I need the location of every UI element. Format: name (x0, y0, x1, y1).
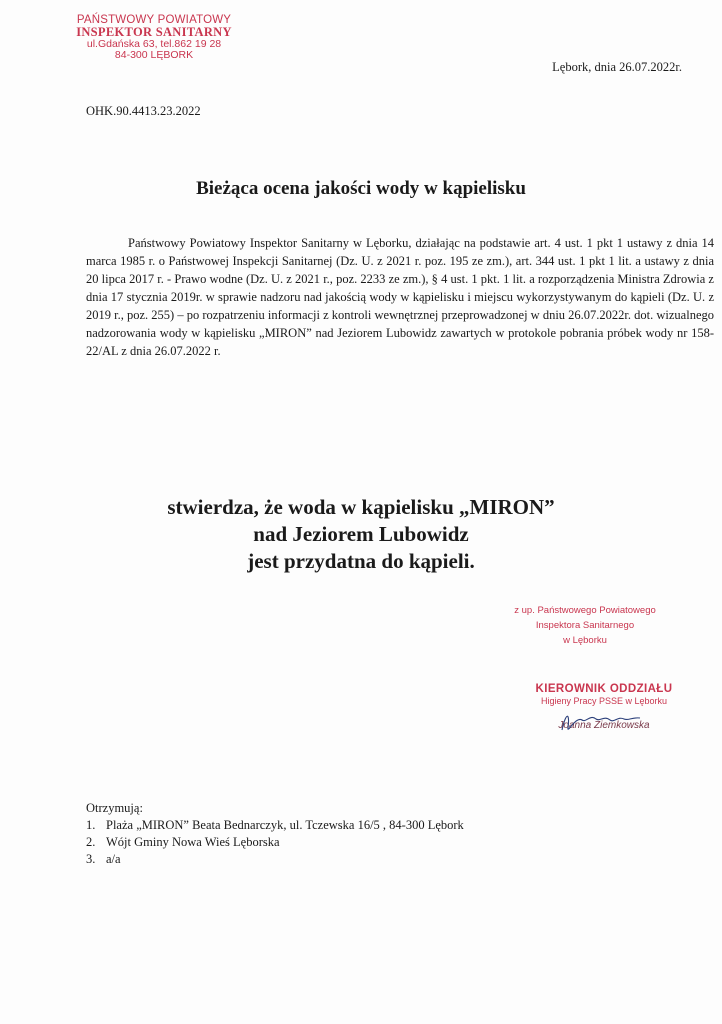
stamp-line-4: 84-300 LĘBORK (114, 49, 194, 62)
stamp-line-1: PAŃSTWOWY POWIATOWY (76, 14, 232, 26)
decision-line-2: nad Jeziorem Lubowidz (253, 522, 469, 546)
header-stamp (64, 14, 244, 61)
document-title: Bieżąca ocena jakości wody w kąpielisku (196, 178, 526, 199)
list-item (86, 851, 464, 868)
body-paragraph (86, 234, 714, 360)
handwritten-signature (556, 706, 646, 736)
stamp-subtitle: Higieny Pracy PSSE w Lęborku (540, 696, 668, 706)
signatory-name: Joanna Ziemkowska (558, 720, 650, 731)
place-date: Lębork, dnia 26.07.2022r. (552, 60, 682, 74)
stamp-title: KIEROWNIK ODDZIAŁU (535, 683, 673, 695)
auth-line-2: Inspektora Sanitarnego (535, 620, 635, 631)
decision-line-3: jest przydatna do kąpieli. (247, 549, 475, 573)
recipients-label: Otrzymują: (86, 801, 143, 815)
stamp-line-2: INSPEKTOR SANITARNY (76, 25, 232, 40)
list-item (86, 817, 464, 834)
item-text: Wójt Gminy Nowa Wieś Lęborska (106, 835, 280, 849)
decision-statement (0, 494, 722, 575)
reference-number: OHK.90.4413.23.2022 (86, 104, 201, 118)
body-text: Państwowy Powiatowy Inspektor Sanitarny w Lęborku, działając na podstawie art. 4 ust. 1 pkt 1 ustawy z dnia 14 marca 1985 r. o Państwowej Inspekcji Sanitarnej (Dz. U. z 2021 r. poz. 195 ze zm.), art. 344 ust. 1 pkt 1 lit. a ustawy z dnia 20 lipca 2017 r. - Prawo wodne (Dz. U. z 2021 r., poz. 2233 ze zm.), § 4 ust. 1 pkt. 1 lit. a rozporządzenia Ministra Zdrowia z dnia 17 stycznia 2019r. w sprawie nadzoru nad jakością wody w kąpielisku i miejscu wykorzystywanym do kąpieli (Dz. U. z 2019 r., poz. 255) – po rozpatrzeniu informacji z kontroli wewnętrznej przeprowadzonej w dniu 26.07.2022r. dot. wizualnego nadzorowania wody w kąpielisku „MIRON” nad Jeziorem Lubowidz zawartych w protokole pobrania próbek wody nr 158-22/AL z dnia 26.07.2022 r. (86, 236, 714, 358)
recipients-list (86, 817, 464, 868)
item-text: Plaża „MIRON” Beata Bednarczyk, ul. Tczewska 16/5 , 84-300 Lębork (106, 818, 464, 832)
recipients-section (86, 800, 464, 868)
stamp-line-3: ul.Gdańska 63, tel.862 19 28 (86, 38, 222, 51)
auth-line-3: w Lęborku (563, 635, 607, 646)
item-text: a/a (106, 852, 121, 866)
decision-line-1: stwierdza, że woda w kąpielisku „MIRON” (167, 495, 555, 519)
list-item (86, 834, 464, 851)
item-number: 1. (86, 818, 96, 832)
authorization-stamp (492, 603, 678, 648)
item-number: 3. (86, 852, 96, 866)
item-number: 2. (86, 835, 96, 849)
auth-line-1: z up. Państwowego Powiatowego (514, 605, 656, 616)
